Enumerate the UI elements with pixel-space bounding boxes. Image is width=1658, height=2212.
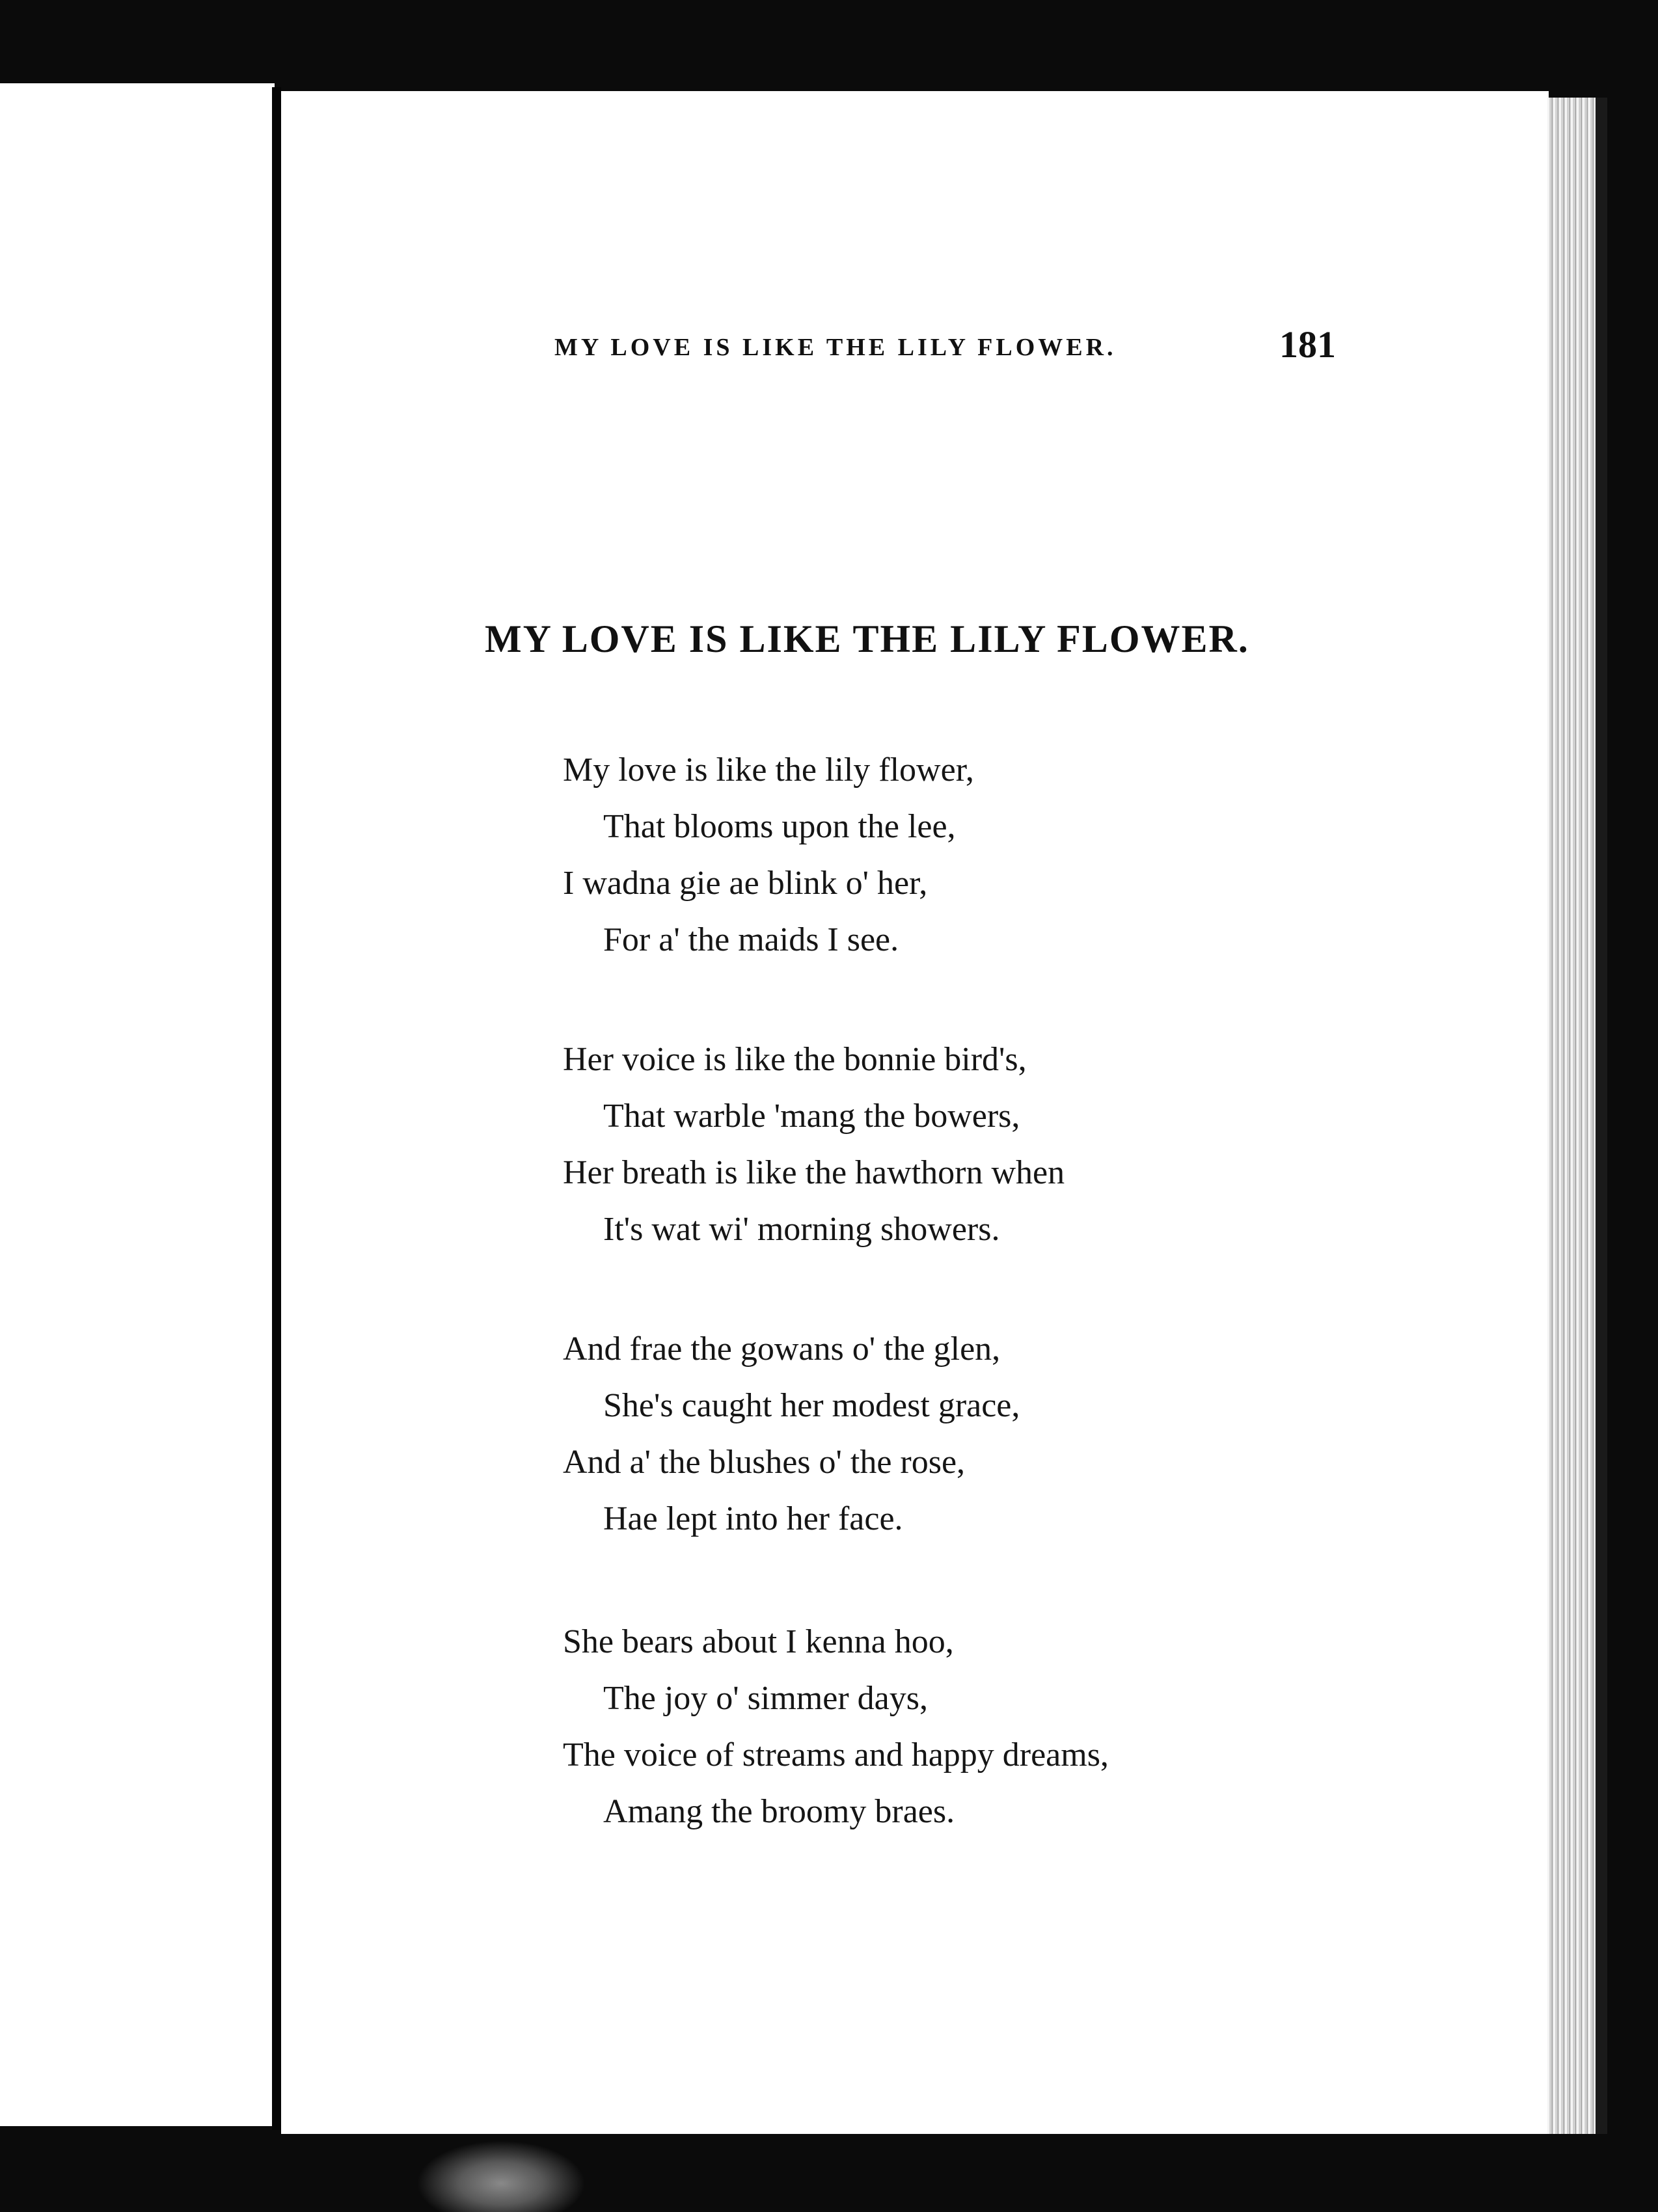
left-page-fragment [0,83,275,2126]
poem-line: Her voice is like the bonnie bird's, [563,1041,1027,1078]
poem-line: And frae the gowans o' the glen, [563,1330,1001,1368]
poem-line: She bears about I kenna hoo, [563,1623,954,1660]
poem-line: For a' the maids I see. [603,921,899,958]
poem-line: That blooms upon the lee, [603,808,956,845]
poem-line: The voice of streams and happy dreams, [563,1736,1109,1774]
poem-line: It's wat wi' morning showers. [603,1211,1000,1248]
poem-title: MY LOVE IS LIKE THE LILY FLOWER. [485,617,1249,660]
book-edge-shadow [1596,98,1607,2134]
running-head: MY LOVE IS LIKE THE LILY FLOWER. [554,334,1117,361]
poem-line: Her breath is like the hawthorn when [563,1154,1065,1191]
poem-line: Hae lept into her face. [603,1500,903,1537]
stanza [563,1031,1344,1258]
scan-debris [416,2140,586,2212]
poem-line: That warble 'mang the bowers, [603,1098,1020,1135]
poem-line: She's caught her modest grace, [603,1387,1020,1424]
poem-line: Amang the broomy braes. [603,1793,955,1830]
poem-line: I wadna gie ae blink o' her, [563,865,928,902]
poem-line: The joy o' simmer days, [603,1680,928,1717]
stanza [563,742,1344,968]
poem-line: And a' the blushes o' the rose, [563,1444,966,1481]
stanza [563,1613,1344,1840]
stanza [563,1321,1344,1547]
page-gutter [272,87,281,2130]
page-number: 181 [1279,323,1336,366]
poem-line: My love is like the lily flower, [563,751,974,789]
